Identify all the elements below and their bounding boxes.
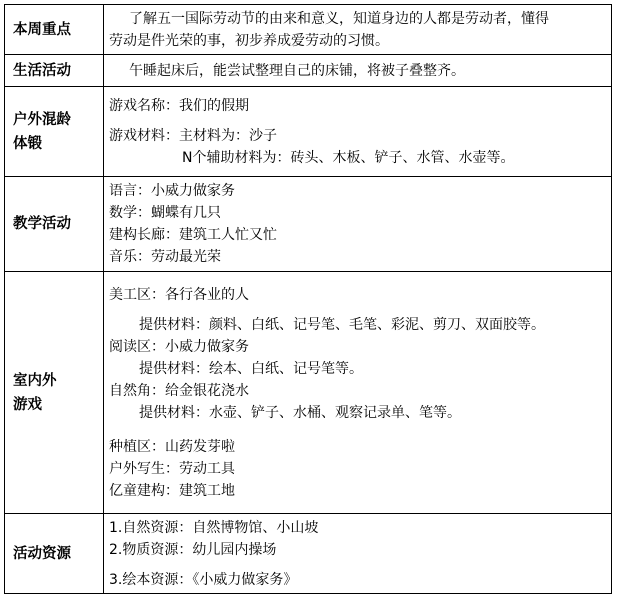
label-line: 游戏 (13, 396, 42, 413)
content-line: 了解五一国际劳动节的由来和意义，知道身边的人都是劳动者，懂得 (129, 10, 549, 27)
table-row (5, 177, 612, 272)
content-line: 游戏材料：主材料为：沙子 (109, 127, 277, 144)
row-label: 生活活动 (5, 55, 104, 87)
row-content (104, 514, 612, 594)
content-line: 建构长廊：建筑工人忙又忙 (109, 227, 277, 243)
content-line: 数学：蝴蝶有几只 (109, 205, 221, 221)
row-content (104, 87, 612, 177)
table-row (5, 272, 612, 514)
row-label (5, 272, 104, 514)
content-line: 种植区：山药发芽啦 (109, 438, 235, 455)
row-label: 教学活动 (5, 177, 104, 272)
content-line: 美工区：各行各业的人 (109, 286, 249, 303)
content-line: 3.绘本资源：《小威力做家务》 (109, 571, 298, 588)
content-line: 劳动是件光荣的事，初步养成爱劳动的习惯。 (109, 32, 389, 49)
content-line: 提供材料：水壶、铲子、水桶、观察记录单、笔等。 (139, 404, 461, 421)
label-line: 室内外 (13, 372, 57, 389)
table-row (5, 55, 612, 87)
content-line: 自然角：给金银花浇水 (109, 382, 249, 399)
content-line: N个辅助材料为：砖头、木板、铲子、水管、水壶等。 (182, 149, 515, 166)
content-line: 户外写生：劳动工具 (109, 460, 235, 477)
row-content (104, 55, 612, 87)
content-line: 游戏名称：我们的假期 (109, 97, 249, 114)
table-row (5, 87, 612, 177)
row-content (104, 5, 612, 55)
content-line: 提供材料：颜料、白纸、记号笔、毛笔、彩泥、剪刀、双面胶等。 (139, 316, 545, 333)
label-line: 体锻 (13, 135, 42, 152)
weekly-plan-table (4, 4, 612, 594)
row-content (104, 177, 612, 272)
content-line: 1.自然资源：自然博物馆、小山坡 (109, 519, 319, 536)
table-row (5, 5, 612, 55)
content-line: 午睡起床后，能尝试整理自己的床铺，将被子叠整齐。 (129, 62, 465, 79)
table-row (5, 514, 612, 594)
content-line: 阅读区：小威力做家务 (109, 338, 249, 355)
content-line: 提供材料：绘本、白纸、记号笔等。 (139, 360, 363, 377)
row-label: 活动资源 (5, 514, 104, 594)
row-content (104, 272, 612, 514)
content-line: 亿童建构：建筑工地 (109, 482, 235, 499)
content-line: 音乐：劳动最光荣 (109, 249, 221, 265)
row-label (5, 87, 104, 177)
row-label: 本周重点 (5, 5, 104, 55)
content-line: 语言：小威力做家务 (109, 183, 235, 199)
label-line: 户外混龄 (13, 111, 71, 128)
content-line: 2.物质资源：幼儿园内操场 (109, 541, 277, 558)
